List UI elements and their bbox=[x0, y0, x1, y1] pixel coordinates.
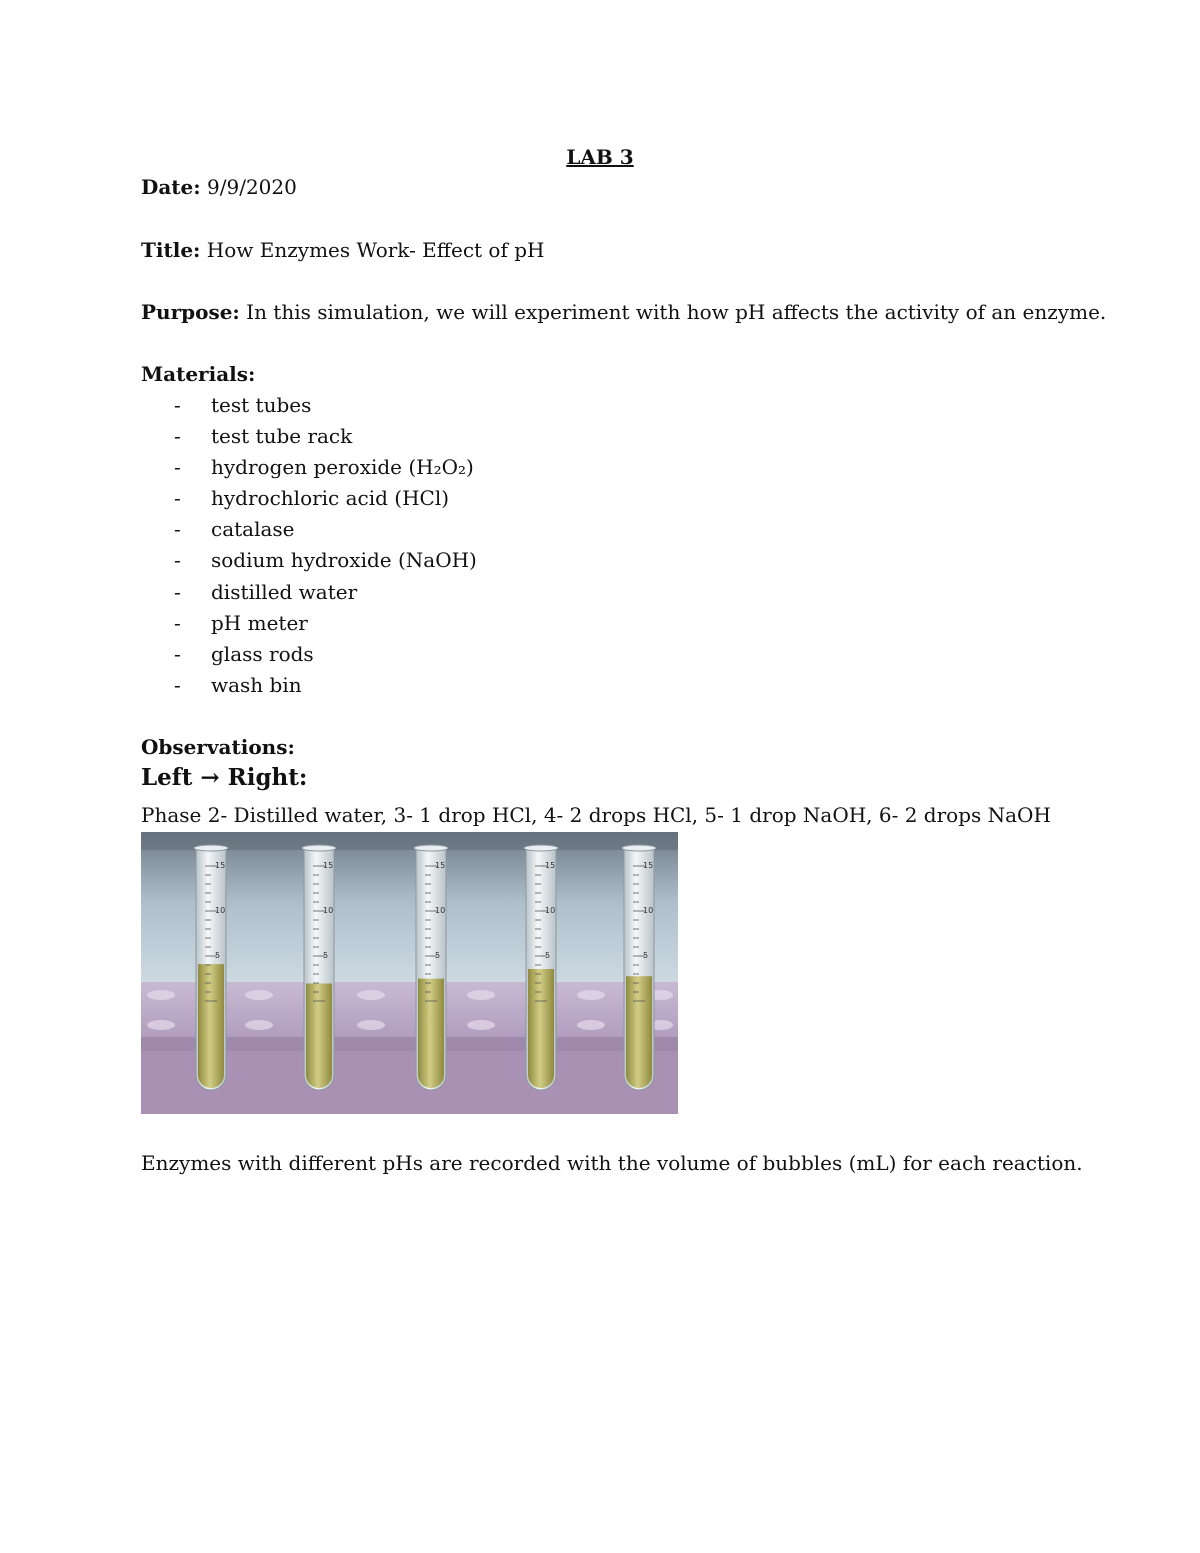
rack-hole bbox=[577, 990, 605, 1000]
tube-liquid bbox=[626, 976, 652, 1088]
tube-rim bbox=[622, 845, 656, 851]
test-tube bbox=[414, 845, 448, 1090]
tube-rim bbox=[302, 845, 336, 851]
title-line bbox=[141, 238, 544, 262]
title-value: How Enzymes Work- Effect of pH bbox=[206, 238, 545, 262]
date-line bbox=[141, 175, 297, 199]
material-name: pH meter bbox=[211, 610, 308, 635]
list-item bbox=[174, 517, 477, 548]
tube-scale-label: 15 bbox=[435, 861, 446, 870]
tube-scale-label: 10 bbox=[215, 906, 226, 915]
date-value: 9/9/2020 bbox=[207, 175, 297, 199]
rack-hole bbox=[357, 1020, 385, 1030]
list-item bbox=[174, 673, 477, 704]
observations-heading bbox=[141, 735, 295, 759]
list-bullet: - bbox=[174, 548, 181, 573]
rack-hole bbox=[467, 1020, 495, 1030]
material-name: hydrogen peroxide (H₂O₂) bbox=[211, 455, 474, 480]
materials-label: Materials: bbox=[141, 362, 256, 386]
list-bullet: - bbox=[174, 579, 181, 604]
list-bullet: - bbox=[174, 393, 181, 417]
material-name: wash bin bbox=[211, 672, 302, 697]
tube-scale-label: 15 bbox=[643, 861, 654, 870]
material-name: distilled water bbox=[211, 579, 358, 604]
material-name: test tubes bbox=[211, 393, 312, 417]
title-label: Title: bbox=[141, 238, 201, 262]
tube-rim bbox=[194, 845, 228, 851]
list-bullet: - bbox=[174, 517, 181, 542]
tube-scale-label: 5 bbox=[323, 951, 329, 960]
material-name: glass rods bbox=[211, 641, 314, 666]
tube-scale-label: 10 bbox=[643, 906, 654, 915]
tube-rim bbox=[414, 845, 448, 851]
list-item bbox=[174, 548, 477, 579]
list-item bbox=[174, 455, 477, 486]
test-tubes-photo bbox=[141, 832, 678, 1114]
list-bullet: - bbox=[174, 672, 181, 697]
material-name: sodium hydroxide (NaOH) bbox=[211, 548, 477, 573]
tube-scale-label: 15 bbox=[323, 861, 334, 870]
tube-scale-label: 15 bbox=[215, 861, 226, 870]
tube-rim bbox=[524, 845, 558, 851]
material-name: catalase bbox=[211, 517, 295, 542]
rack-hole bbox=[357, 990, 385, 1000]
tube-scale-label: 15 bbox=[545, 861, 556, 870]
rack-hole bbox=[577, 1020, 605, 1030]
tube-scale-label: 5 bbox=[545, 951, 551, 960]
observations-label: Observations: bbox=[141, 735, 295, 759]
tube-liquid bbox=[418, 979, 444, 1088]
tube-scale-label: 10 bbox=[435, 906, 446, 915]
list-bullet: - bbox=[174, 641, 181, 666]
rack-hole bbox=[245, 990, 273, 1000]
materials-list bbox=[174, 393, 477, 704]
rack-hole bbox=[147, 1020, 175, 1030]
test-tube bbox=[524, 845, 558, 1090]
test-tube bbox=[302, 845, 336, 1090]
purpose-line bbox=[141, 300, 1106, 324]
tube-scale-label: 10 bbox=[323, 906, 334, 915]
tube-liquid bbox=[306, 984, 332, 1088]
test-tube bbox=[622, 845, 656, 1090]
tube-scale-label: 5 bbox=[215, 951, 221, 960]
materials-heading bbox=[141, 362, 255, 386]
tube-scale-label: 10 bbox=[545, 906, 556, 915]
rack-hole bbox=[147, 990, 175, 1000]
date-label: Date: bbox=[141, 175, 201, 199]
tube-scale-label: 5 bbox=[435, 951, 441, 960]
test-tube bbox=[194, 845, 228, 1090]
list-bullet: - bbox=[174, 486, 181, 511]
summary-text: Enzymes with different pHs are recorded with the volume of bubbles (mL) for each reaction. bbox=[141, 1151, 1083, 1175]
purpose-label: Purpose: bbox=[141, 300, 240, 324]
list-item bbox=[174, 424, 477, 455]
material-name: test tube rack bbox=[211, 424, 353, 449]
list-item bbox=[174, 611, 477, 642]
list-bullet: - bbox=[174, 424, 181, 449]
direction-note: Left → Right: bbox=[141, 764, 308, 791]
list-bullet: - bbox=[174, 610, 181, 635]
rack-hole bbox=[467, 990, 495, 1000]
material-name: hydrochloric acid (HCl) bbox=[211, 486, 450, 511]
phase-line: Phase 2- Distilled water, 3- 1 drop HCl, 4- 2 drops HCl, 5- 1 drop NaOH, 6- 2 drops NaOH bbox=[141, 803, 1051, 827]
tube-scale-label: 5 bbox=[643, 951, 649, 960]
list-item bbox=[174, 486, 477, 517]
rack-hole bbox=[245, 1020, 273, 1030]
purpose-value: In this simulation, we will experiment with how pH affects the activity of an enzyme. bbox=[246, 300, 1107, 324]
list-item bbox=[174, 393, 477, 424]
list-item bbox=[174, 580, 477, 611]
list-bullet: - bbox=[174, 455, 181, 480]
list-item bbox=[174, 642, 477, 673]
tube-liquid bbox=[528, 969, 554, 1088]
lab-heading: LAB 3 bbox=[566, 145, 634, 169]
